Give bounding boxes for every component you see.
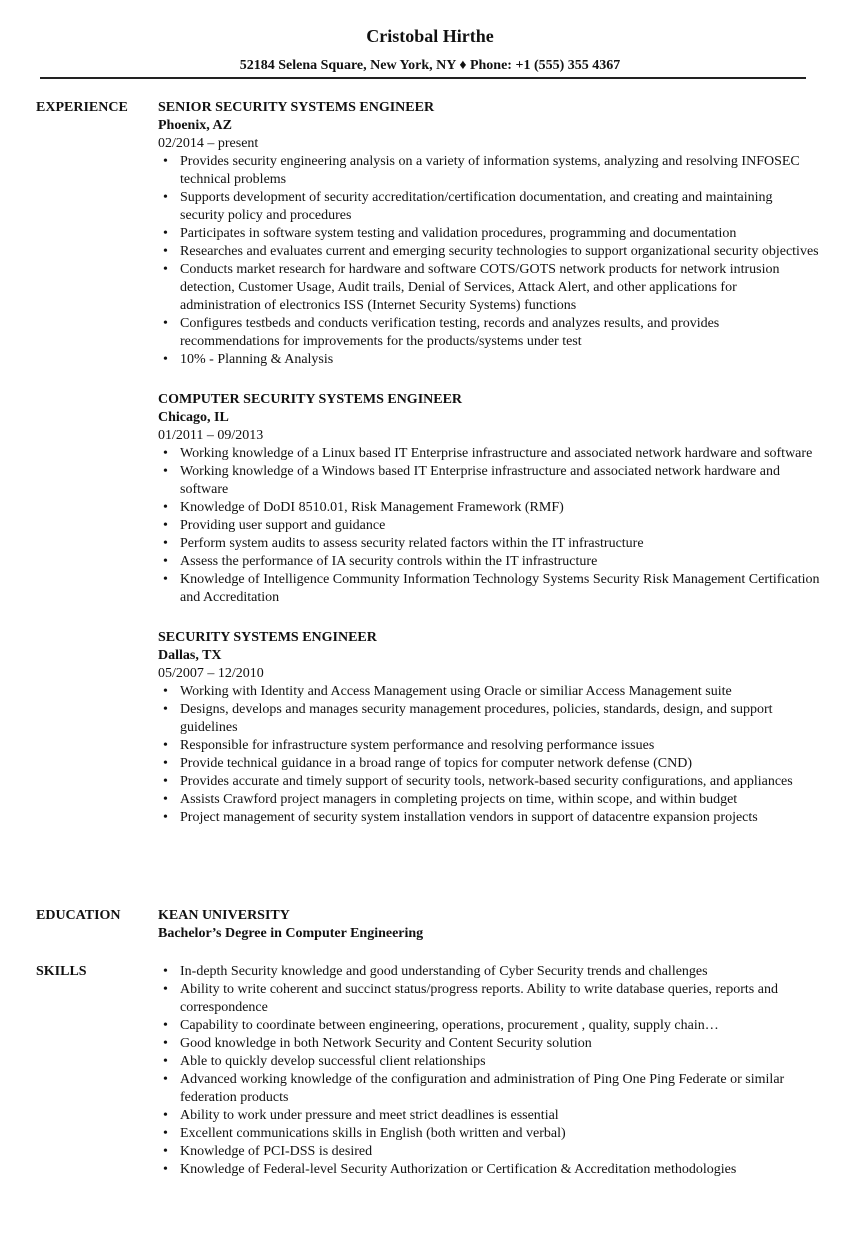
candidate-name: Cristobal Hirthe — [366, 26, 494, 46]
experience-heading: EXPERIENCE — [36, 100, 128, 115]
job-bullet: • Working with Identity and Access Management using Oracle or similiar Access Management suite — [158, 683, 820, 701]
skills-heading: SKILLS — [36, 964, 87, 979]
job-bullet: • Configures testbeds and conducts verification testing, records and analyzes results, and provides recommendations for improvements for the products/systems under test — [158, 315, 820, 351]
experience-section — [36, 99, 820, 849]
job-bullet: • Supports development of security accreditation/certification documentation, and creating and maintaining security policy and procedures — [158, 189, 820, 225]
job-bullet: • 10% - Planning & Analysis — [158, 351, 820, 369]
job-entry — [158, 99, 820, 369]
skill-item: • Capability to coordinate between engineering, operations, procurement , quality, supply chain… — [158, 1017, 820, 1035]
job-bullet: • Responsible for infrastructure system performance and resolving performance issues — [158, 737, 820, 755]
job-location: Chicago, IL — [158, 410, 229, 425]
job-title: COMPUTER SECURITY SYSTEMS ENGINEER — [158, 392, 463, 407]
job-bullet: • Knowledge of Intelligence Community Information Technology Systems Security Risk Management Certification and Accreditation — [158, 571, 820, 607]
skill-item: • Able to quickly develop successful client relationships — [158, 1053, 820, 1071]
job-bullet: • Working knowledge of a Linux based IT Enterprise infrastructure and associated network hardware and software — [158, 445, 820, 463]
header-divider — [40, 77, 806, 79]
job-bullet: • Researches and evaluates current and emerging security technologies to support organizational security objectives — [158, 243, 820, 261]
job-bullet: • Perform system audits to assess security related factors within the IT infrastructure — [158, 535, 820, 553]
skills-section — [36, 963, 820, 1179]
job-bullet: • Provides security engineering analysis on a variety of information systems, analyzing and resolving INFOSEC technical problems — [158, 153, 820, 189]
job-bullet: • Designs, develops and manages security management procedures, policies, standards, design, and support guidelines — [158, 701, 820, 737]
education-section — [36, 907, 820, 943]
job-bullet: • Provide technical guidance in a broad range of topics for computer network defense (CND) — [158, 755, 820, 773]
skills-list — [158, 963, 820, 1179]
job-dates: 05/2007 – 12/2010 — [158, 666, 264, 681]
job-title: SENIOR SECURITY SYSTEMS ENGINEER — [158, 100, 435, 115]
job-bullet: • Provides accurate and timely support of security tools, network-based security configurations, and appliances — [158, 773, 820, 791]
job-bullet: • Assess the performance of IA security controls within the IT infrastructure — [158, 553, 820, 571]
skill-item: • Knowledge of PCI-DSS is desired — [158, 1143, 820, 1161]
skill-item: • In-depth Security knowledge and good understanding of Cyber Security trends and challenges — [158, 963, 820, 981]
skill-item: • Knowledge of Federal-level Security Authorization or Certification & Accreditation methodologies — [158, 1161, 820, 1179]
skill-item: • Ability to write coherent and succinct status/progress reports. Ability to write database queries, reports and correspondence — [158, 981, 820, 1017]
job-bullet: • Conducts market research for hardware and software COTS/GOTS network products for network intrusion detection, Customer Usage, Audit trails, Denial of Services, Attack Alert, and other applications for administration of electronics ISS (Internet Security Systems) functions — [158, 261, 820, 315]
skill-item: • Excellent communications skills in English (both written and verbal) — [158, 1125, 820, 1143]
job-list — [158, 99, 820, 827]
job-entry — [158, 391, 820, 607]
education-heading: EDUCATION — [36, 908, 121, 923]
job-location: Phoenix, AZ — [158, 118, 232, 133]
job-bullet-list — [158, 153, 820, 369]
job-bullet: • Providing user support and guidance — [158, 517, 820, 535]
job-dates: 01/2011 – 09/2013 — [158, 428, 264, 443]
skill-item: • Advanced working knowledge of the configuration and administration of Ping One Ping Federate or similar federation products — [158, 1071, 820, 1107]
job-bullet-list — [158, 683, 820, 827]
job-bullet: • Participates in software system testing and validation procedures, programming and documentation — [158, 225, 820, 243]
job-bullet: • Project management of security system installation vendors in support of datacentre expansion projects — [158, 809, 820, 827]
job-title: SECURITY SYSTEMS ENGINEER — [158, 630, 377, 645]
job-bullet: • Working knowledge of a Windows based IT Enterprise infrastructure and associated network hardware and software — [158, 463, 820, 499]
skill-item: • Good knowledge in both Network Security and Content Security solution — [158, 1035, 820, 1053]
job-bullet: • Knowledge of DoDI 8510.01, Risk Management Framework (RMF) — [158, 499, 820, 517]
job-bullet-list — [158, 445, 820, 607]
contact-line: 52184 Selena Square, New York, NY ♦ Phone: +1 (555) 355 4367 — [239, 58, 621, 73]
job-entry — [158, 629, 820, 827]
job-dates: 02/2014 – present — [158, 136, 259, 151]
job-location: Dallas, TX — [158, 648, 222, 663]
job-bullet: • Assists Crawford project managers in completing projects on time, within scope, and within budget — [158, 791, 820, 809]
skill-item: • Ability to work under pressure and meet strict deadlines is essential — [158, 1107, 820, 1125]
education-school: KEAN UNIVERSITY — [158, 908, 290, 923]
education-degree: Bachelor’s Degree in Computer Engineering — [158, 926, 424, 941]
resume-header — [0, 0, 860, 75]
